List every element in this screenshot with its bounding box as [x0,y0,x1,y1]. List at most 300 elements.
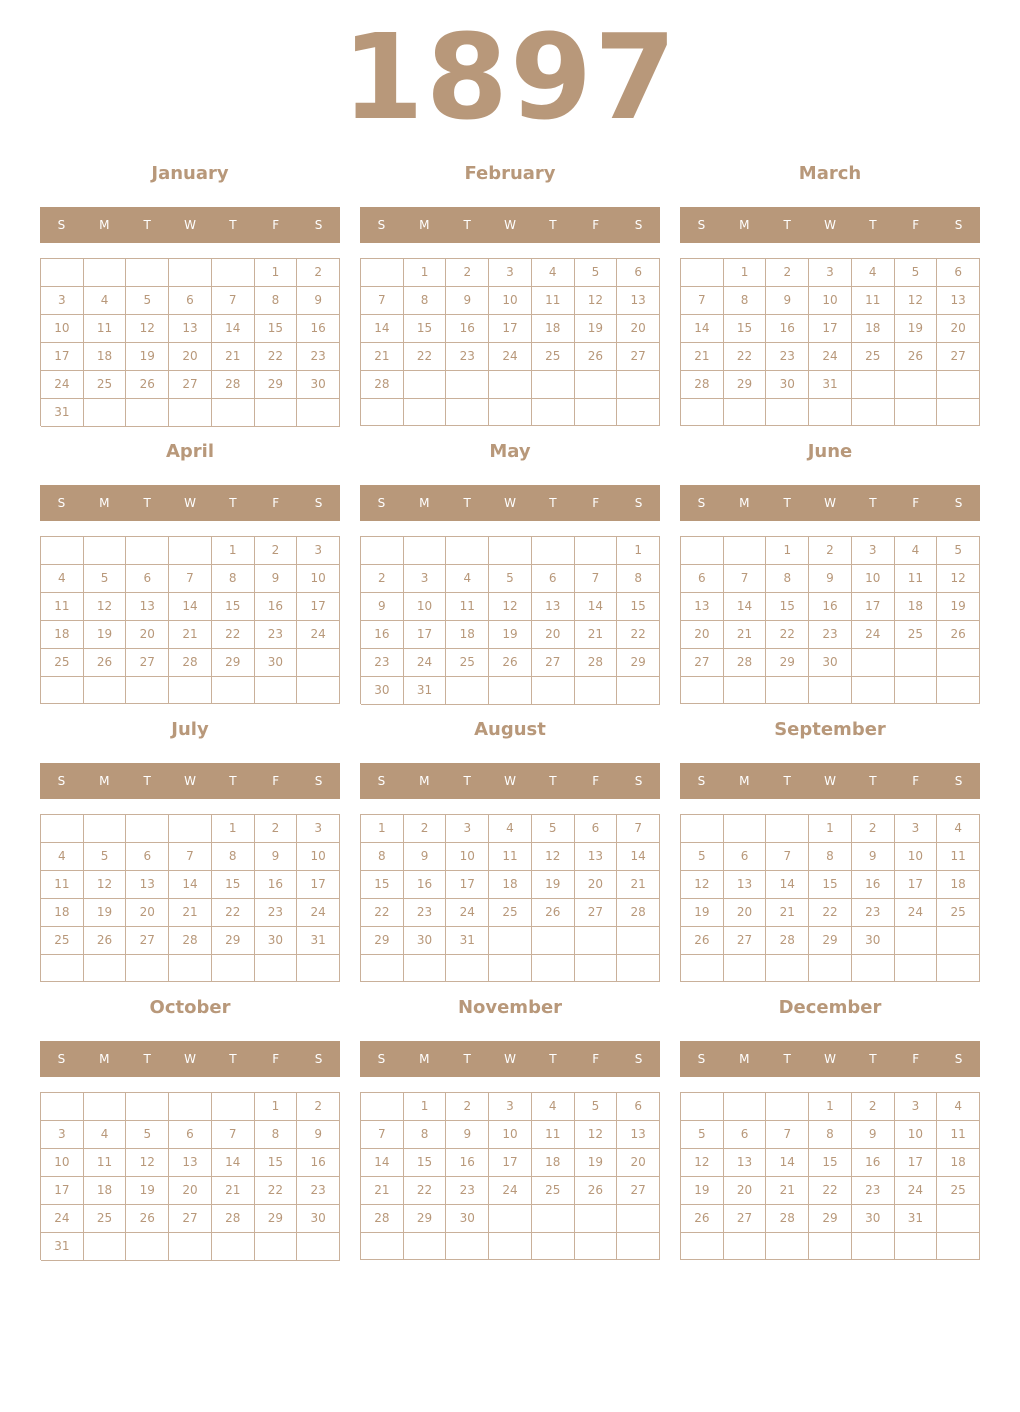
day-cell: 12 [681,871,724,899]
day-cell: 27 [532,649,575,677]
day-cell: 8 [404,287,447,315]
day-cell: 27 [617,343,660,371]
empty-cell [212,1093,255,1121]
empty-cell [404,371,447,399]
day-cell: 12 [489,593,532,621]
weekday-label: F [592,774,600,788]
empty-cell [361,1233,404,1260]
day-cell: 29 [404,1205,447,1233]
empty-cell [724,1093,767,1121]
empty-cell [41,955,84,982]
day-cell: 28 [212,371,255,399]
empty-cell [532,1233,575,1260]
month-title: July [171,719,209,740]
day-cell: 11 [937,1121,980,1149]
weekday-label: M [99,1052,110,1066]
day-cell: 31 [809,371,852,399]
empty-cell [41,677,84,704]
weekday-label: F [592,218,600,232]
empty-cell [937,371,980,399]
day-cell: 18 [41,621,84,649]
empty-cell [446,371,489,399]
empty-cell [255,399,298,427]
empty-cell [84,537,127,565]
day-cell: 12 [126,1149,169,1177]
day-cell: 18 [937,1149,980,1177]
day-cell: 28 [766,927,809,955]
empty-cell [446,955,489,982]
day-grid [680,814,980,982]
empty-cell [41,259,84,287]
day-cell: 20 [617,315,660,343]
day-cell: 1 [809,815,852,843]
empty-cell [446,677,489,705]
weekday-label: T [463,218,471,232]
day-cell: 6 [126,565,169,593]
day-cell: 26 [489,649,532,677]
day-cell: 2 [361,565,404,593]
day-cell: 30 [809,649,852,677]
day-cell: 16 [446,315,489,343]
weekday-label: T [869,496,877,510]
empty-cell [361,1093,404,1121]
day-cell: 11 [446,593,489,621]
weekday-label: T [869,1052,877,1066]
day-cell: 11 [41,871,84,899]
day-cell: 19 [937,593,980,621]
day-cell: 27 [937,343,980,371]
day-cell: 14 [212,315,255,343]
day-cell: 22 [255,1177,298,1205]
day-cell: 21 [212,343,255,371]
day-cell: 21 [575,621,618,649]
empty-cell [895,677,938,704]
empty-cell [575,537,618,565]
day-cell: 30 [361,677,404,705]
day-cell: 25 [41,927,84,955]
day-cell: 8 [255,1121,298,1149]
day-cell: 1 [617,537,660,565]
day-cell: 20 [617,1149,660,1177]
day-cell: 4 [532,1093,575,1121]
day-cell: 1 [255,1093,298,1121]
day-cell: 27 [126,649,169,677]
day-cell: 14 [681,315,724,343]
day-cell: 13 [617,287,660,315]
day-cell: 14 [361,315,404,343]
day-cell: 3 [297,537,340,565]
day-cell: 16 [809,593,852,621]
day-cell: 21 [361,343,404,371]
weekday-header [680,207,980,243]
empty-cell [84,259,127,287]
day-cell: 7 [169,565,212,593]
day-cell: 12 [937,565,980,593]
empty-cell [41,815,84,843]
day-cell: 7 [361,1121,404,1149]
day-cell: 17 [41,1177,84,1205]
day-cell: 16 [404,871,447,899]
empty-cell [84,677,127,704]
empty-cell [212,955,255,982]
empty-cell [617,371,660,399]
empty-cell [852,677,895,704]
day-cell: 26 [532,899,575,927]
day-cell: 11 [84,1149,127,1177]
empty-cell [169,815,212,843]
empty-cell [489,399,532,426]
weekday-label: T [229,496,237,510]
month-title: November [457,997,563,1018]
day-cell: 18 [852,315,895,343]
day-cell: 27 [169,1205,212,1233]
day-cell: 12 [895,287,938,315]
weekday-label: W [184,496,196,510]
day-grid [680,1092,980,1260]
day-cell: 4 [895,537,938,565]
day-cell: 4 [41,843,84,871]
day-cell: 14 [212,1149,255,1177]
empty-cell [361,399,404,426]
day-cell: 4 [84,287,127,315]
day-cell: 13 [532,593,575,621]
weekday-label: S [377,218,386,232]
empty-cell [895,649,938,677]
empty-cell [446,537,489,565]
day-cell: 16 [852,1149,895,1177]
day-cell: 1 [404,259,447,287]
empty-cell [297,955,340,982]
day-cell: 22 [212,621,255,649]
day-cell: 16 [852,871,895,899]
empty-cell [532,371,575,399]
day-cell: 9 [404,843,447,871]
month-title: October [149,997,231,1018]
day-cell: 6 [681,565,724,593]
day-cell: 1 [255,259,298,287]
weekday-label: S [634,496,643,510]
empty-cell [937,399,980,426]
empty-cell [255,677,298,704]
day-cell: 22 [766,621,809,649]
empty-cell [404,1233,447,1260]
day-cell: 5 [681,843,724,871]
day-cell: 24 [809,343,852,371]
day-cell: 25 [937,1177,980,1205]
empty-cell [937,1233,980,1260]
day-cell: 30 [852,1205,895,1233]
weekday-label: S [314,1052,323,1066]
empty-cell [126,815,169,843]
day-cell: 23 [297,1177,340,1205]
empty-cell [126,677,169,704]
day-cell: 5 [575,1093,618,1121]
day-cell: 24 [297,899,340,927]
weekday-label: F [272,496,280,510]
day-cell: 16 [255,593,298,621]
month-title: February [464,163,556,184]
empty-cell [84,1093,127,1121]
day-cell: 16 [297,315,340,343]
day-cell: 10 [852,565,895,593]
day-cell: 2 [255,537,298,565]
day-cell: 24 [489,343,532,371]
day-cell: 18 [532,315,575,343]
weekday-label: T [229,218,237,232]
weekday-label: S [57,774,66,788]
day-cell: 11 [852,287,895,315]
weekday-label: T [549,218,557,232]
day-cell: 9 [852,1121,895,1149]
weekday-label: W [824,218,836,232]
day-cell: 6 [617,259,660,287]
day-cell: 17 [489,1149,532,1177]
day-cell: 4 [446,565,489,593]
weekday-label: T [143,774,151,788]
weekday-label: W [184,218,196,232]
empty-cell [681,259,724,287]
day-cell: 16 [446,1149,489,1177]
day-cell: 26 [575,1177,618,1205]
empty-cell [724,815,767,843]
day-cell: 13 [681,593,724,621]
empty-cell [126,1093,169,1121]
weekday-label: M [99,218,110,232]
day-cell: 19 [575,1149,618,1177]
day-cell: 20 [681,621,724,649]
day-cell: 6 [126,843,169,871]
day-cell: 1 [809,1093,852,1121]
empty-cell [937,1205,980,1233]
day-cell: 2 [446,259,489,287]
day-cell: 25 [532,343,575,371]
empty-cell [446,399,489,426]
weekday-label: M [419,1052,430,1066]
day-cell: 21 [681,343,724,371]
weekday-label: S [314,774,323,788]
day-cell: 28 [169,927,212,955]
day-cell: 15 [617,593,660,621]
day-cell: 3 [895,1093,938,1121]
day-cell: 29 [212,927,255,955]
empty-cell [169,677,212,704]
day-cell: 6 [169,1121,212,1149]
day-cell: 14 [724,593,767,621]
day-cell: 30 [766,371,809,399]
empty-cell [575,1233,618,1260]
day-cell: 17 [41,343,84,371]
day-cell: 22 [809,899,852,927]
day-cell: 20 [724,899,767,927]
day-cell: 6 [575,815,618,843]
day-cell: 4 [489,815,532,843]
weekday-header [680,485,980,521]
empty-cell [575,677,618,705]
day-cell: 10 [41,1149,84,1177]
day-cell: 7 [575,565,618,593]
day-cell: 18 [84,1177,127,1205]
weekday-label: W [504,1052,516,1066]
day-cell: 19 [681,1177,724,1205]
day-cell: 23 [809,621,852,649]
day-cell: 6 [532,565,575,593]
day-grid [40,1092,340,1260]
day-cell: 22 [617,621,660,649]
day-cell: 9 [766,287,809,315]
empty-cell [361,259,404,287]
weekday-label: T [783,1052,791,1066]
weekday-label: W [504,496,516,510]
empty-cell [212,677,255,704]
day-cell: 5 [489,565,532,593]
day-cell: 4 [937,1093,980,1121]
day-cell: 6 [724,1121,767,1149]
weekday-label: T [229,1052,237,1066]
day-cell: 5 [937,537,980,565]
day-cell: 27 [724,1205,767,1233]
empty-cell [84,1233,127,1261]
day-cell: 3 [489,1093,532,1121]
day-cell: 9 [297,287,340,315]
day-cell: 13 [169,315,212,343]
day-cell: 27 [724,927,767,955]
day-cell: 28 [766,1205,809,1233]
day-cell: 14 [361,1149,404,1177]
day-cell: 10 [446,843,489,871]
day-cell: 23 [255,621,298,649]
empty-cell [575,1205,618,1233]
day-grid [360,1092,660,1260]
day-cell: 6 [169,287,212,315]
day-cell: 9 [852,843,895,871]
empty-cell [617,399,660,426]
day-cell: 8 [404,1121,447,1149]
weekday-header [40,207,340,243]
day-cell: 22 [724,343,767,371]
empty-cell [297,399,340,427]
day-grid [360,536,660,704]
weekday-label: T [783,496,791,510]
empty-cell [489,677,532,705]
day-cell: 4 [852,259,895,287]
empty-cell [575,955,618,982]
weekday-label: S [57,1052,66,1066]
month-september [680,715,980,983]
day-cell: 2 [852,1093,895,1121]
month-may [360,437,660,705]
day-cell: 4 [937,815,980,843]
day-cell: 21 [169,899,212,927]
day-cell: 19 [84,621,127,649]
day-cell: 18 [937,871,980,899]
day-cell: 8 [212,843,255,871]
weekday-label: F [272,218,280,232]
empty-cell [169,955,212,982]
empty-cell [895,399,938,426]
empty-cell [297,677,340,704]
empty-cell [84,955,127,982]
day-cell: 13 [617,1121,660,1149]
empty-cell [852,399,895,426]
day-cell: 8 [724,287,767,315]
empty-cell [937,927,980,955]
day-cell: 25 [84,371,127,399]
day-cell: 30 [446,1205,489,1233]
day-cell: 17 [895,871,938,899]
day-cell: 8 [766,565,809,593]
month-january [40,159,340,427]
day-cell: 26 [895,343,938,371]
day-cell: 15 [809,871,852,899]
empty-cell [126,259,169,287]
day-cell: 27 [617,1177,660,1205]
day-cell: 15 [361,871,404,899]
day-cell: 17 [852,593,895,621]
day-cell: 3 [809,259,852,287]
empty-cell [297,649,340,677]
day-cell: 5 [895,259,938,287]
day-cell: 7 [212,1121,255,1149]
weekday-label: F [912,774,920,788]
day-cell: 1 [766,537,809,565]
empty-cell [852,371,895,399]
empty-cell [809,955,852,982]
day-grid [680,258,980,426]
empty-cell [404,955,447,982]
empty-cell [489,1233,532,1260]
day-cell: 11 [84,315,127,343]
day-cell: 19 [575,315,618,343]
month-title: May [489,441,531,462]
empty-cell [724,677,767,704]
day-cell: 1 [404,1093,447,1121]
empty-cell [361,537,404,565]
day-cell: 19 [681,899,724,927]
day-cell: 4 [41,565,84,593]
weekday-label: W [184,1052,196,1066]
empty-cell [169,259,212,287]
weekday-label: W [504,774,516,788]
day-cell: 22 [809,1177,852,1205]
day-cell: 30 [255,649,298,677]
day-cell: 7 [617,815,660,843]
day-cell: 10 [404,593,447,621]
day-cell: 28 [361,1205,404,1233]
day-cell: 31 [297,927,340,955]
day-cell: 2 [766,259,809,287]
day-cell: 25 [532,1177,575,1205]
day-cell: 23 [766,343,809,371]
empty-cell [169,537,212,565]
weekday-label: T [549,496,557,510]
day-cell: 29 [766,649,809,677]
weekday-label: F [912,496,920,510]
month-title: June [807,441,853,462]
day-grid [40,814,340,982]
day-cell: 4 [84,1121,127,1149]
weekday-label: T [549,774,557,788]
empty-cell [575,927,618,955]
month-august [360,715,660,983]
empty-cell [532,677,575,705]
weekday-label: W [824,496,836,510]
day-cell: 13 [724,1149,767,1177]
day-cell: 17 [297,871,340,899]
day-cell: 15 [212,871,255,899]
day-cell: 2 [404,815,447,843]
empty-cell [532,927,575,955]
weekday-label: S [57,218,66,232]
